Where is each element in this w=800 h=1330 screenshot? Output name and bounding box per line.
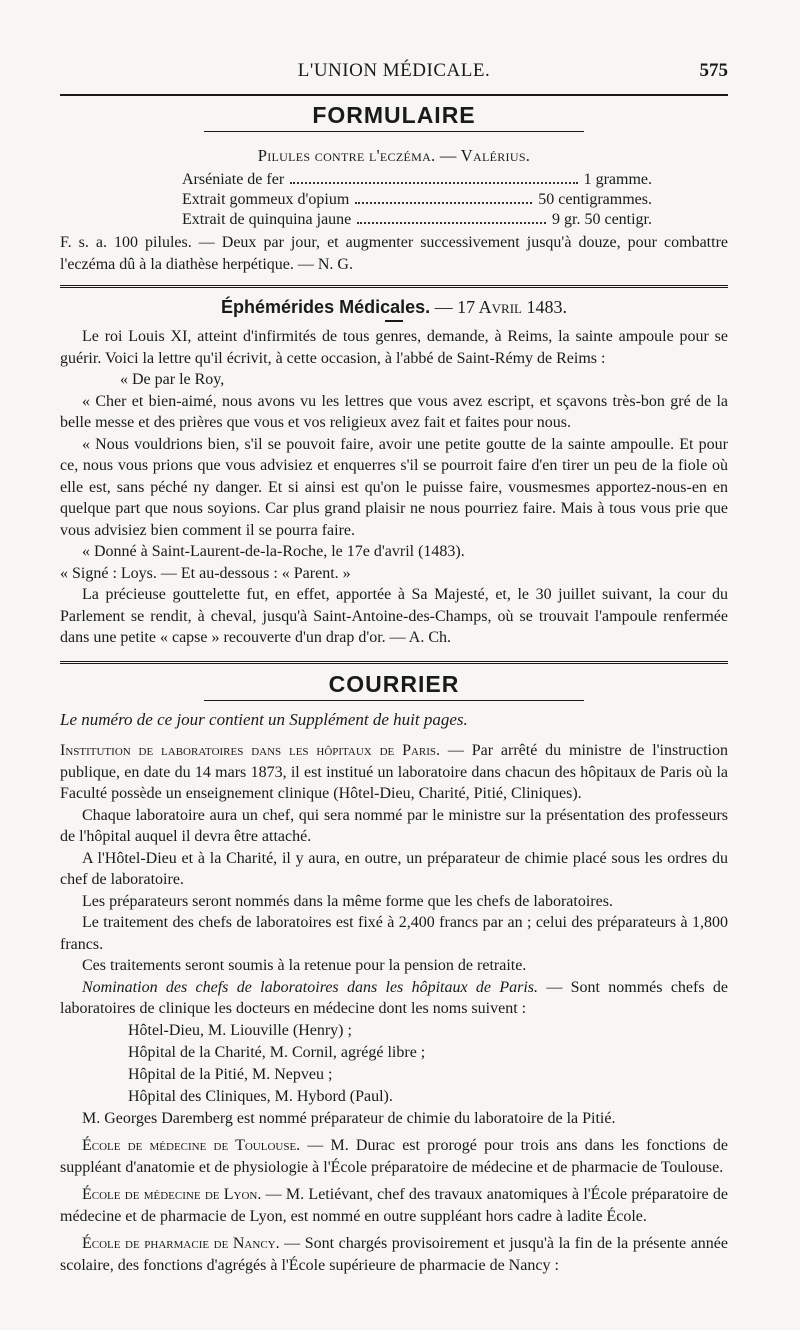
news-text: — M. Letiévant, chef des travaux anatomiques à l'École préparatoire de médecine et de pharmacie de Lyon, est nommé en outre suppléant hors cadre à ladite École. (60, 1186, 729, 1225)
prescription-instructions: F. s. a. 100 pilules. — Deux par jour, et augmenter successivement jusqu'à douze, pour combattre l'eczéma dû à la diathèse herpétique. — N. G. (60, 234, 728, 273)
ingredient-row (182, 210, 652, 230)
ephemerides-paragraph: La précieuse gouttelette fut, en effet, apportée à Sa Majesté, et, le 30 juillet suivant, la cour du Parlement se rendit, à cheval, jusqu'à Saint-Antoine-des-Champs, où se trouvait l'ampoule renfermée dans une petite « capse » recouverte d'un drap d'or. — A. Ch. (60, 586, 728, 646)
news-text: — Sont chargés provisoirement et jusqu'à la fin de la présente année scolaire, des fonctions d'agrégés à l'École supérieure de pharmacie de Nancy : (60, 1235, 729, 1274)
ingredient-amount: 50 centigrammes. (538, 191, 652, 208)
news-item (60, 1135, 728, 1178)
page-number: 575 (699, 60, 728, 81)
nomination-item: Hôtel-Dieu, M. Liouville (Henry) ; (128, 1021, 352, 1039)
courrier-underline (204, 700, 584, 701)
running-head (60, 58, 728, 88)
news-paragraph: Ces traitements seront soumis à la retenue pour la pension de retraite. (82, 957, 527, 974)
formulaire-title: FORMULAIRE (312, 102, 476, 128)
ingredient-name: Arséniate de fer (182, 171, 285, 188)
ephemerides-paragraph: Le roi Louis XI, atteint d'infirmités de tous genres, demande, à Reims, la sainte ampoule pour se guérir. Voici la lettre qu'il écrivit, à cette occasion, à l'abbé de Saint-Rémy de Reims : (60, 328, 728, 367)
news-paragraph: Le traitement des chefs de laboratoires est fixé à 2,400 francs par an ; celui des préparateurs à 1,800 francs. (60, 914, 728, 953)
ingredient-amount: 1 gramme. (583, 171, 652, 188)
news-heading: École de pharmacie de Nancy. (82, 1235, 280, 1252)
news-heading: École de médecine de Toulouse. (82, 1137, 301, 1154)
ephemerides-heading (60, 297, 728, 318)
ingredient-name: Extrait gommeux d'opium (182, 191, 350, 208)
leader-dots (355, 190, 532, 204)
letter-salutation: « De par le Roy, (120, 371, 225, 388)
news-item (60, 1184, 728, 1227)
ingredient-row (182, 170, 652, 190)
section-divider (60, 661, 728, 667)
news-text: — Sont nommés chefs de laboratoires de clinique les docteurs en médecine dont les noms suivent : (60, 978, 729, 1017)
leader-dots (357, 210, 546, 224)
header-rule (60, 94, 728, 96)
news-heading: Institution de laboratoires dans les hôpitaux de Paris. (60, 742, 441, 759)
news-paragraph: M. Georges Daremberg est nommé préparateur de chimie du laboratoire de la Pitié. (82, 1109, 616, 1127)
letter-dateline: « Donné à Saint-Laurent-de-la-Roche, le 17e d'avril (1483). (82, 543, 465, 560)
letter-signature: « Signé : Loys. — Et au-dessous : « Parent. » (60, 564, 351, 582)
news-paragraph: Les préparateurs seront nommés dans la même forme que les chefs de laboratoires. (82, 892, 613, 910)
news-text: — M. Durac est prorogé pour trois ans dans les fonctions de suppléant d'anatomie et de physiologie à l'École préparatoire de médecine et de pharmacie de Toulouse. (60, 1137, 728, 1176)
ingredient-amount: 9 gr. 50 centigr. (552, 211, 652, 228)
news-text: — Par arrêté du ministre de l'instruction publique, en date du 14 mars 1873, il est institué un laboratoire dans chacun des hôpitaux de Paris où la Faculté possède un enseignement clinique (Hôtel-Dieu, Charité, Pitié, Cliniques). (60, 742, 728, 802)
prescription-title: Pilules contre l'eczéma. — Valérius. (257, 146, 531, 165)
ingredient-list (60, 170, 728, 230)
news-paragraph: A l'Hôtel-Dieu et à la Charité, il y aura, en outre, un préparateur de chimie placé sous les ordres du chef de laboratoire. (60, 849, 728, 888)
journal-title: L'UNION MÉDICALE. (297, 60, 491, 81)
courrier-title: COURRIER (328, 670, 460, 697)
nomination-item: Hôpital de la Pitié, M. Nepveu ; (128, 1065, 333, 1083)
nomination-item: Hôpital de la Charité, M. Cornil, agrégé libre ; (128, 1043, 426, 1061)
supplement-notice: Le numéro de ce jour contient un Supplément de huit pages. (60, 709, 468, 729)
news-item (60, 977, 728, 1020)
news-heading: Nomination des chefs de laboratoires dans les hôpitaux de Paris. (82, 978, 538, 996)
nomination-item: Hôpital des Cliniques, M. Hybord (Paul). (128, 1087, 393, 1105)
ephemerides-date: — 17 Avril 1483. (434, 297, 567, 317)
news-item (60, 1233, 728, 1276)
news-paragraph: Chaque laboratoire aura un chef, qui sera nommé par le ministre sur la présentation des professeurs de l'hôpital auquel il devra être attaché. (60, 806, 728, 845)
news-item (60, 740, 728, 805)
leader-dots (290, 170, 577, 184)
ephemerides-title: Éphémérides Médicales. (221, 297, 431, 317)
letter-paragraph: « Cher et bien-aimé, nous avons vu les lettres que vous avez escript, et sçavons très-bon gré de la belle messe et des prières que vous et vos religieux avez fait et faites pour nous. (60, 392, 728, 431)
news-heading: École de médecine de Lyon. (82, 1186, 262, 1203)
heading-dash (385, 320, 403, 322)
letter-paragraph: « Nous vouldrions bien, s'il se pouvoit faire, avoir une petite goutte de la sainte ampoulle. Et pour ce, nous vous prions que vous advisiez et enquerres s'il se pourroit faire d'en tirer un peu de la fiole où elle est, sans péché ny danger. Et si ainsi est qu'on le puisse faire, vousmesmes apportez-nous-en en quelque part que nous soyions. Car plus grand plaisir ne nous pourriez faire. Mais à tous vous prie que vous advisiez bien comment il se pourra faire. (60, 435, 728, 539)
nomination-list (128, 1020, 728, 1108)
section-divider (60, 285, 728, 291)
ingredient-row (182, 190, 652, 210)
ingredient-name: Extrait de quinquina jaune (182, 211, 352, 228)
journal-page (60, 58, 728, 1276)
formulaire-underline (204, 131, 584, 132)
